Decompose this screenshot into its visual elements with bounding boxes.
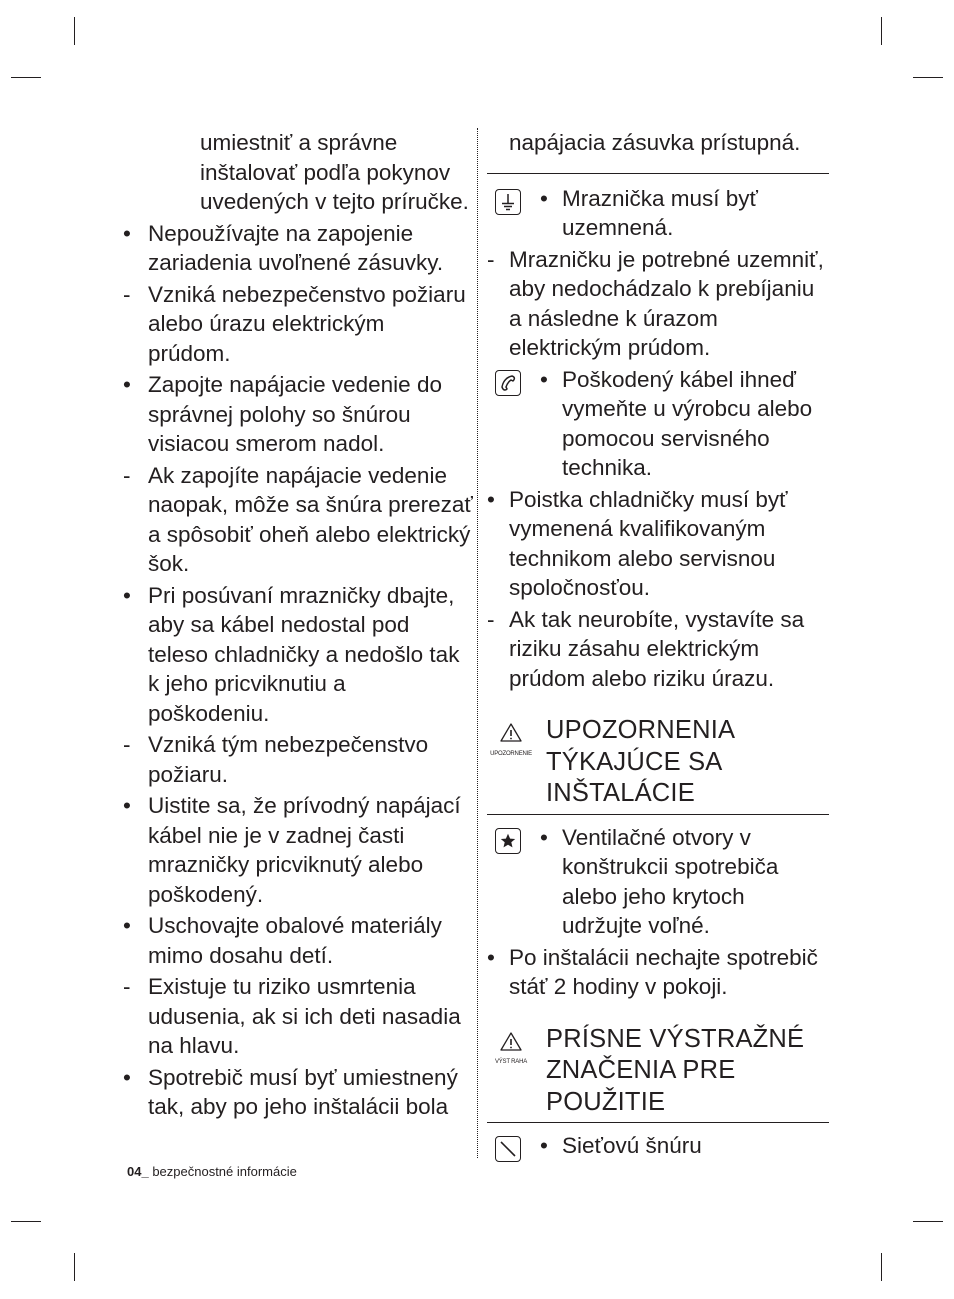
warning-badge [487, 1028, 535, 1067]
dash-text: Ak tak neurobíte, vystavíte sa riziku zásahu elektrickým prúdom alebo riziku úrazu. [509, 606, 805, 691]
dash-text: Mrazničku je potrebné uzemniť, aby nedochádzalo k prebíjaniu a následne k úrazom elektrickým prúdom. [509, 246, 824, 360]
bullet-item [123, 791, 473, 909]
bullet-text: Mraznička musí byť uzemnená. [562, 185, 758, 240]
crop-mark [881, 17, 882, 45]
continued-paragraph [487, 128, 829, 158]
warning-triangle-icon [500, 723, 522, 742]
bullet-text: Po inštalácii nechajte spotrebič stáť 2 hodiny v pokoji. [509, 944, 818, 999]
ground-icon [495, 189, 521, 215]
crop-mark [74, 1253, 75, 1281]
bullet-marker: • [487, 944, 495, 970]
section-title: UPOZORNENIA TÝKAJÚCE SA INŠTALÁCIE [546, 716, 734, 807]
bullet-marker: • [123, 582, 131, 608]
dash-marker: - [123, 462, 131, 488]
service-phone-icon [495, 370, 521, 396]
dash-marker: - [123, 974, 131, 999]
dash-marker: - [487, 606, 495, 632]
prohibited-glyph [499, 1140, 517, 1158]
dash-item [487, 605, 829, 694]
bullet-marker: • [123, 372, 131, 397]
star-glyph [500, 833, 516, 849]
warning-badge [487, 719, 535, 758]
page-footer [127, 1164, 297, 1180]
bullet-item [123, 370, 473, 459]
footer-section-name: bezpečnostné informácie [148, 1164, 297, 1179]
bullet-text: Uistite sa, že prívodný napájací kábel nie je v zadnej časti mrazničky pricviknutý alebo poškodený. [148, 793, 461, 907]
bullet-item [123, 911, 473, 970]
bullet-marker: • [487, 486, 495, 512]
bullet-item [487, 943, 829, 1002]
continued-paragraph [123, 128, 473, 217]
bullet-marker: • [123, 793, 131, 818]
dash-item [123, 461, 473, 579]
right-column [487, 128, 829, 1163]
dash-text: Ak zapojíte napájacie vedenie naopak, môže sa šnúra prerezať a spôsobiť oheň alebo elektrický šok. [148, 462, 473, 576]
dash-text: Vzniká nebezpečenstvo požiaru alebo úrazu elektrickým prúdom. [148, 281, 466, 366]
bullet-text: Uschovajte obalové materiály mimo dosahu detí. [148, 913, 442, 968]
divider [487, 814, 829, 815]
prohibited-icon [495, 1136, 521, 1162]
divider [487, 1122, 829, 1123]
section-heading-usage [487, 1024, 829, 1119]
left-column [123, 128, 473, 1124]
bullet-text: Sieťovú šnúru [562, 1133, 702, 1158]
bullet-marker: • [123, 220, 131, 246]
service-phone-glyph [499, 374, 517, 392]
bullet-text: Pri posúvaní mrazničky dbajte, aby sa kábel nedostal pod teleso chladničky a nedošlo tak k jeho pricviknutiu a poškodeniu. [148, 582, 460, 726]
ventilation-item [487, 823, 829, 941]
bullet-item [123, 1063, 473, 1122]
crop-mark [74, 17, 75, 45]
dash-item [123, 280, 473, 369]
dash-marker: - [123, 732, 131, 757]
bullet-marker: • [540, 1133, 548, 1158]
divider [487, 173, 829, 174]
ground-icon-glyph [499, 193, 517, 211]
crop-mark [913, 77, 943, 78]
bullet-text: Ventilačné otvory v konštrukcii spotrebiča alebo jeho krytoch udržujte voľné. [562, 824, 779, 938]
crop-mark [881, 1253, 882, 1281]
warning-caption: UPOZORNENIE [490, 750, 532, 757]
page-number: 04_ [127, 1164, 149, 1179]
bullet-marker: • [540, 366, 548, 392]
column-divider [477, 128, 478, 1158]
crop-mark [11, 77, 41, 78]
power-cord-item [487, 1131, 829, 1161]
paragraph-text: umiestniť a správne inštalovať podľa pokynov uvedených v tejto príručke. [200, 130, 469, 214]
bullet-text: Poškodený kábel ihneď vymeňte u výrobcu alebo pomocou servisného technika. [562, 366, 813, 480]
section-title: PRÍSNE VÝSTRAŽNÉ ZNAČENIA PRE POUŽITIE [546, 1024, 805, 1116]
bullet-marker: • [123, 1064, 131, 1090]
bullet-marker: • [540, 824, 548, 850]
bullet-marker: • [123, 913, 131, 938]
section-heading-installation [487, 715, 829, 810]
dash-item [487, 245, 829, 363]
bullet-text: Nepoužívajte na zapojenie zariadenia uvoľnené zásuvky. [148, 220, 444, 275]
bullet-item [487, 485, 829, 603]
dash-item [123, 730, 473, 789]
warning-triangle-icon [500, 1032, 522, 1051]
bullet-text: Zapojte napájacie vedenie do správnej polohy so šnúrou visiacou smerom nadol. [148, 372, 442, 456]
paragraph-text: napájacia zásuvka prístupná. [509, 130, 801, 155]
bullet-marker: • [540, 185, 548, 211]
dash-item [123, 972, 473, 1061]
service-item [487, 365, 829, 483]
dash-marker: - [123, 281, 131, 307]
bullet-text: Spotrebič musí byť umiestnený tak, aby po jeho inštalácii bola [148, 1064, 458, 1119]
star-icon [495, 828, 521, 854]
crop-mark [11, 1221, 41, 1222]
dash-text: Existuje tu riziko usmrtenia udusenia, ak si ich deti nasadia na hlavu. [148, 974, 461, 1058]
dash-text: Vzniká tým nebezpečenstvo požiaru. [148, 732, 429, 787]
bullet-item [123, 581, 473, 729]
warning-caption: VÝST RAHA [494, 1059, 528, 1065]
bullet-text: Poistka chladničky musí byť vymenená kvalifikovaným technikom alebo servisnou spoločnosťou. [509, 486, 788, 600]
crop-mark [913, 1221, 943, 1222]
bullet-item [123, 219, 473, 278]
ground-item [487, 184, 829, 243]
dash-marker: - [487, 246, 495, 272]
